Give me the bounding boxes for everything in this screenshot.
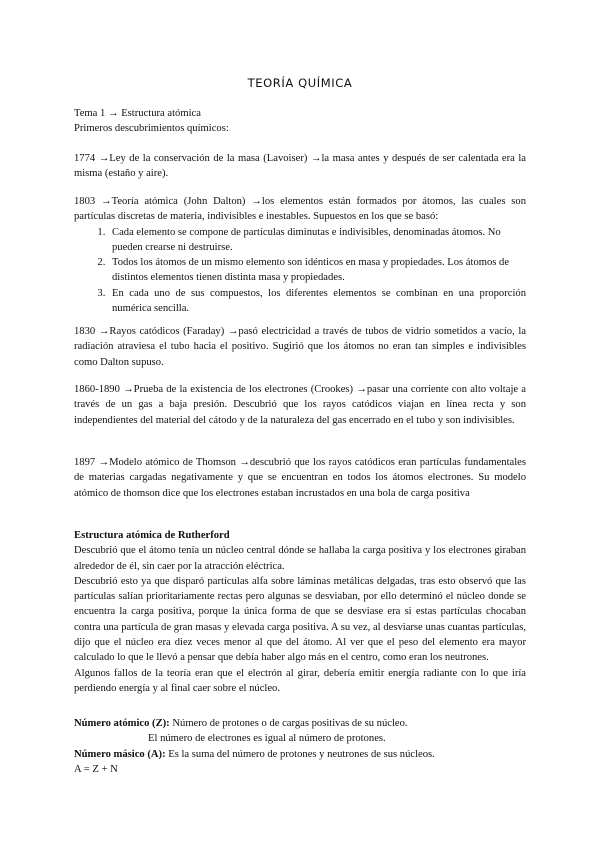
section-1897 bbox=[74, 455, 526, 501]
section-1774 bbox=[74, 151, 526, 182]
atomic-number-line-2: El número de electrones es igual al número de protones. bbox=[148, 733, 386, 745]
atomic-number-text: Número de protones o de cargas positivas de su núcleo. bbox=[169, 718, 408, 729]
atomic-number-label: Número atómico (Z): bbox=[74, 718, 170, 729]
rutherford-paragraph-2: Descubrió esto ya que disparó partículas alfa sobre láminas metálicas delgadas, tras esto observó que las partículas salían prioritariamente rectas pero algunas se desviaban, por ello determinó el núcleo donde se encuentra la carga positiva, porque la única forma de que se desviase era si estas partículas chocaban contra una partícula de gran masas y elevada carga positiva. A su vez, al desviarse unas cuantas partículas, dijo que el núcleo era diez veces menor al que del átomo. Al ver que el peso del elemento era mayor calculado lo que le llevó a pensar que debía haber algo más en el centro, como eran los neutrones. bbox=[74, 575, 526, 664]
rutherford-heading: Estructura atómica de Rutherford bbox=[74, 530, 230, 541]
section-definitions bbox=[74, 716, 526, 777]
page-title: TEORÍA QUÍMICA bbox=[247, 76, 353, 90]
section-1803 bbox=[74, 194, 526, 316]
paragraph-1860: 1860-1890 →Prueba de la existencia de los electrones (Crookes) →pasar una corriente con alto voltaje a través de un gas a baja presión. Descubrió que los rayos catódicos viajan en línea recta y son independientes del material del cátodo y de la naturaleza del gas encerrado en el tubo y son indivisibles. bbox=[74, 384, 526, 426]
paragraph-1830: 1830 →Rayos catódicos (Faraday) →pasó electricidad a través de tubos de vidrio sometidos a vacío, la radiación atraviesa el tubo hacia el positivo. Sugirió que los átomos no eran tan simples e indivisibles como Dalton supuso. bbox=[74, 326, 526, 368]
dalton-item-1: 1. Cada elemento se compone de partículas diminutas e indivisibles, denominadas átomos. No pueden crearse ni destruirse. bbox=[108, 225, 526, 256]
mass-number-formula: A = Z + N bbox=[74, 763, 118, 775]
dalton-item-3: 3. En cada uno de sus compuestos, los diferentes elementos se combinan en una proporción numérica sencilla. bbox=[108, 286, 526, 317]
atomic-number-line bbox=[74, 716, 526, 731]
paragraph-1803: 1803 →Teoría atómica (John Dalton) →los elementos están formados por átomos, las cuales son partículas discretas de materia, indivisibles e inestables. Supuestos en los que se basó: bbox=[74, 196, 526, 223]
mass-number-line bbox=[74, 747, 526, 762]
topic-block bbox=[74, 106, 526, 137]
mass-number-label: Número másico (A): bbox=[74, 748, 166, 760]
mass-number-text: Es la suma del número de protones y neutrones de sus núcleos. bbox=[165, 748, 435, 760]
rutherford-paragraph-3: Algunos fallos de la teoría eran que el electrón al girar, debería emitir energía radiante con lo que iría perdiendo energía y al final caer sobre el núcleo. bbox=[74, 667, 526, 694]
paragraph-1897: 1897 →Modelo atómico de Thomson →descubrió que los rayos catódicos eran partículas fundamentales de materias cargadas negativamente y que se encuentran en todos los átomos electrones. Su modelo atómico de thomson dice que los electrones estaban incrustados en una bola de carga positiva bbox=[74, 457, 526, 499]
section-rutherford bbox=[74, 528, 526, 696]
paragraph-1774: 1774 →Ley de la conservación de la masa (Lavoiser) →la masa antes y después de ser calentada era la misma (estaño y aire). bbox=[74, 153, 526, 180]
subtopic-line: Primeros descubrimientos químicos: bbox=[74, 123, 229, 135]
section-1830 bbox=[74, 324, 526, 370]
section-1860 bbox=[74, 382, 526, 428]
dalton-item-2: 2. Todos los átomos de un mismo elemento son idénticos en masa y propiedades. Los átomos de distintos elementos tienen distinta masa y propiedades. bbox=[108, 255, 526, 286]
dalton-list bbox=[74, 225, 526, 317]
rutherford-paragraph-1: Descubrió que el átomo tenía un núcleo central dónde se hallaba la carga positiva y los electrones giraban alrededor de él, sin caer por la atracción eléctrica. bbox=[74, 545, 526, 572]
topic-line: Tema 1 → Estructura atómica bbox=[74, 108, 201, 119]
